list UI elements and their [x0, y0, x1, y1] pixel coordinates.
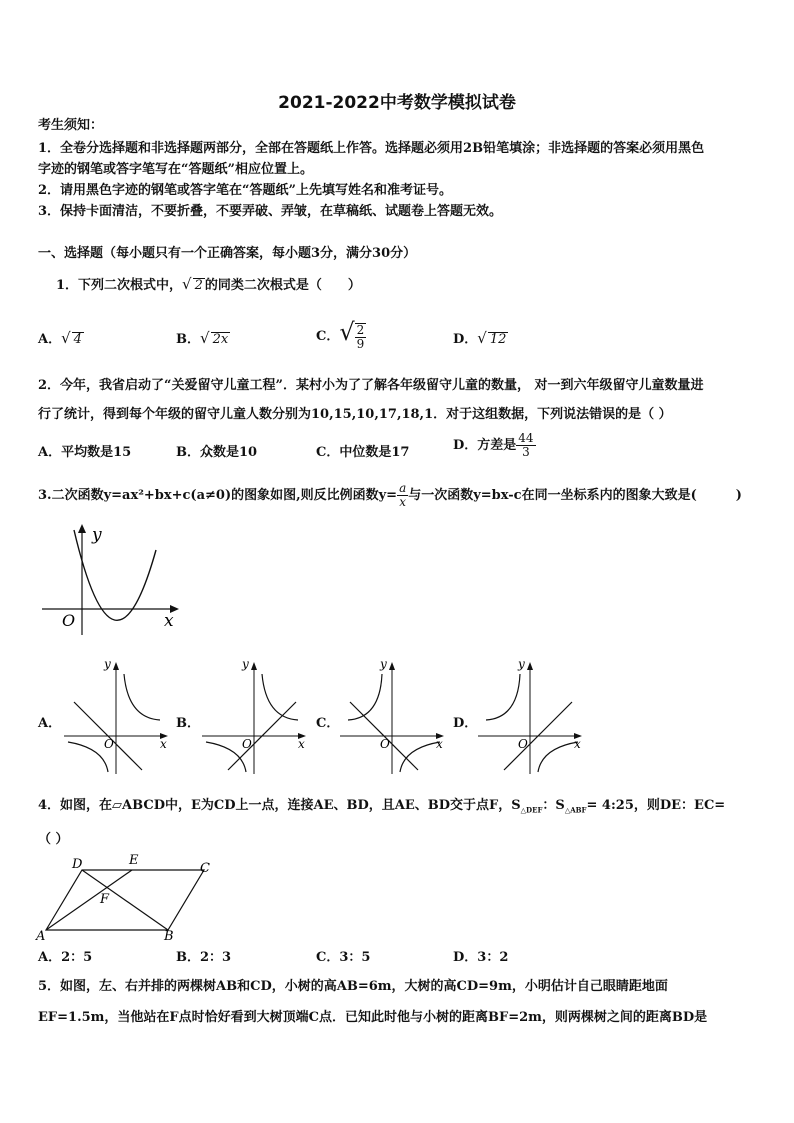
option-label: A． [38, 332, 62, 347]
q2-option-c[interactable]: C．中位数是17 [316, 445, 410, 460]
question-3-fraction [397, 482, 408, 509]
axis-label-x: x [298, 737, 305, 751]
q3-option-b[interactable]: B． [176, 716, 200, 731]
fraction-denominator: 9 [356, 336, 365, 351]
question-4-mid: ：S [542, 798, 565, 813]
q4-option-c[interactable]: C．3：5 [316, 950, 371, 965]
question-1-radicand: 2 [194, 278, 203, 293]
option-label: C． [316, 329, 340, 344]
origin-label: O [62, 611, 76, 630]
question-1-post: 的同类二次根式是（ ） [204, 278, 361, 293]
segment-bd [82, 870, 168, 930]
axis-label-x: x [574, 737, 581, 751]
axis-label-x: x [436, 737, 443, 751]
q2-option-a[interactable]: A．平均数是15 [38, 445, 132, 460]
sqrt-icon: √ [61, 329, 71, 347]
q1-option-a[interactable] [38, 328, 84, 347]
question-2-line-1: 2．今年，我省启动了“关爱留守儿童工程”．某村小为了了解各年级留守儿童的数量， 对一到六年级留守儿童数量进 [38, 378, 704, 393]
option-radicand: 4 [73, 332, 82, 347]
sqrt-icon: √ [339, 318, 355, 346]
axis-label-x: x [160, 737, 167, 751]
option-label: D．方差是 [453, 438, 517, 453]
point-label-e: E [129, 853, 139, 868]
q4-option-b[interactable]: B．2：3 [176, 950, 232, 965]
q4-option-a[interactable]: A．2：5 [38, 950, 93, 965]
notice-item-3: 3．保持卡面清洁，不要折叠，不要弄破、弄皱，在草稿纸、试题卷上答题无效。 [38, 204, 503, 219]
sqrt-icon: √ [477, 329, 487, 347]
q4-option-d[interactable]: D．3：2 [453, 950, 509, 965]
question-5-line-1: 5．如图，左、右并排的两棵树AB和CD，小树的高AB=6m，大树的高CD=9m，小明估计自己眼睛距地面 [38, 979, 668, 994]
question-4-body: ABCD中，E为CD上一点，连接AE、BD，且AE、BD交于点F，S [122, 798, 521, 813]
point-label-a: A [36, 929, 46, 944]
q3-graph-a [60, 658, 172, 776]
question-4-line-2: （ ） [38, 832, 69, 847]
q1-option-d[interactable] [453, 328, 508, 347]
notice-item-1: 1．全卷分选择题和非选择题两部分，全部在答题纸上作答。选择题必须用2B铅笔填涂；非选择题的答案必须用黑色 [38, 141, 705, 156]
question-2-line-2: 行了统计，得到每个年级的留守儿童人数分别为10,15,10,17,18,1．对于这组数据，下列说法错误的是（ ） [38, 407, 672, 422]
option-label: B． [176, 332, 200, 347]
axis-label-y: y [380, 658, 387, 671]
q1-option-c[interactable] [316, 318, 366, 351]
point-label-d: D [72, 857, 83, 872]
segment-ae [46, 870, 132, 930]
notice-heading: 考生须知： [38, 118, 104, 133]
axis-label-y: y [104, 658, 111, 671]
question-5-line-2: EF=1.5m，当他站在F点时恰好看到大树顶端C点．已知此时他与小树的距离BF=2m，则两棵树之间的距离BD是 [38, 1010, 708, 1025]
question-1-pre: 1．下列二次根式中， [56, 278, 183, 293]
area-subscript-2: △ABF [564, 805, 587, 815]
notice-item-1-cont: 字迹的钢笔或答字笔写在“答题纸”相应位置上。 [38, 162, 313, 177]
axis-label-x: x [164, 611, 174, 631]
page-title: 2021-2022中考数学模拟试卷 [278, 93, 516, 113]
parallelogram-icon: ▱ [112, 798, 123, 813]
point-label-b: B [164, 929, 174, 944]
fraction-numerator: a [399, 481, 407, 495]
fraction-denominator: x [399, 495, 407, 509]
notice-item-2: 2．请用黑色字迹的钢笔或答字笔在“答题纸”上先填写姓名和准考证号。 [38, 183, 453, 198]
option-radicand: 2x [212, 332, 229, 347]
origin-label: O [242, 737, 252, 751]
sqrt-icon: √ [182, 275, 192, 293]
fraction-numerator: 2 [356, 322, 365, 337]
axis-label-y: y [92, 525, 102, 545]
origin-label: O [380, 737, 390, 751]
origin-label: O [518, 737, 528, 751]
section-heading: 一、选择题（每小题只有一个正确答案，每小题3分，满分30分） [38, 246, 417, 261]
question-4-post: = 4:25，则DE：EC= [586, 798, 726, 813]
parabola-figure [36, 520, 186, 638]
q3-graph-c [336, 658, 448, 776]
point-label-c: C [200, 861, 210, 876]
question-3-post: 与一次函数y=bx-c在同一坐标系内的图象大致是( ) [408, 488, 742, 503]
question-4-pre: 4．如图，在 [38, 798, 113, 813]
question-4 [38, 796, 725, 821]
question-3-pre: 3.二次函数y=ax²+bx+c(a≠0)的图象如图,则反比例函数y= [38, 488, 398, 503]
parallelogram-figure [34, 852, 224, 944]
q3-graph-b [198, 658, 310, 776]
sqrt-icon: √ [200, 329, 210, 347]
fraction-numerator: 44 [518, 431, 534, 445]
q2-option-b[interactable]: B．众数是10 [176, 445, 258, 460]
question-1 [56, 274, 361, 296]
parabola-curve [74, 530, 156, 620]
y-axis-arrow [78, 524, 86, 533]
q2-option-d[interactable] [453, 432, 536, 459]
fraction-denominator: 3 [522, 445, 530, 459]
q1-option-b[interactable] [176, 328, 230, 347]
q3-graph-d [474, 658, 586, 776]
option-radicand: 12 [489, 332, 507, 347]
option-label: D． [453, 332, 478, 347]
q3-option-a[interactable]: A． [38, 716, 62, 731]
q3-option-c[interactable]: C． [316, 716, 340, 731]
axis-label-y: y [518, 658, 525, 671]
question-3 [38, 482, 742, 509]
area-subscript-1: △DEF [520, 805, 543, 815]
q3-option-d[interactable]: D． [453, 716, 478, 731]
option-fraction [516, 432, 535, 459]
axis-label-y: y [242, 658, 249, 671]
option-fraction [355, 323, 367, 351]
origin-label: O [104, 737, 114, 751]
point-label-f: F [100, 892, 110, 907]
